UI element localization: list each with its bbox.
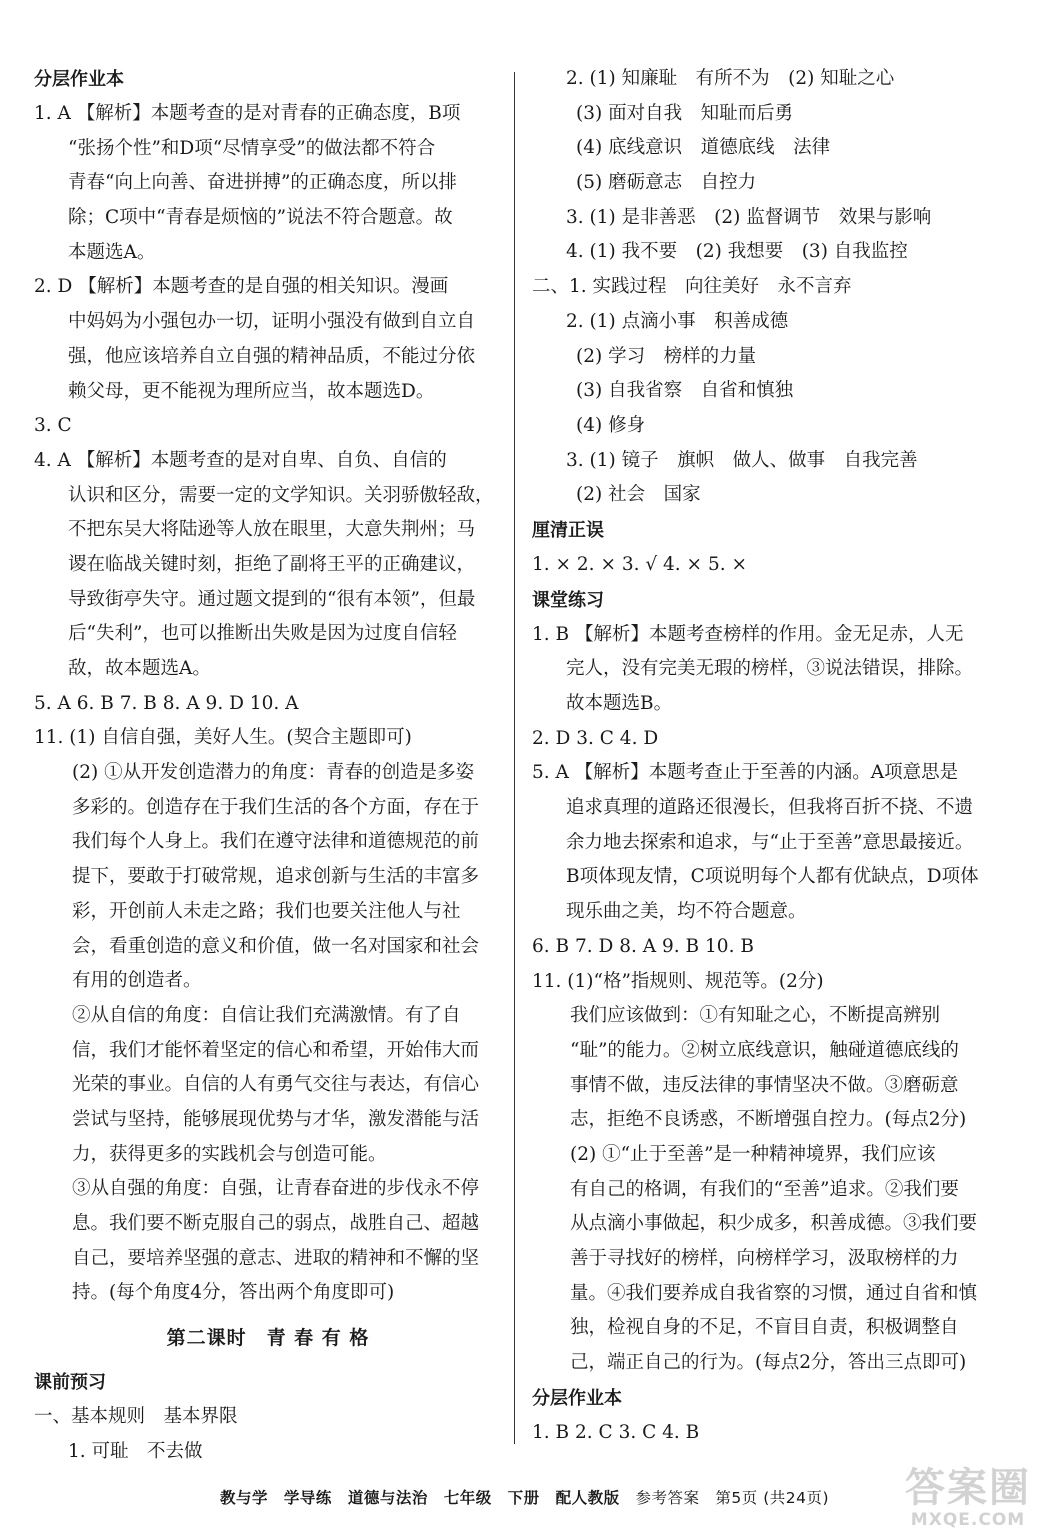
text-line: 敌，故本题选A。 <box>68 658 211 679</box>
text-line: 我们每个人身上。我们在遵守法律和道德规范的前 <box>72 831 480 853</box>
preview-answers <box>532 62 1010 513</box>
text-line: 2. (1) 知廉耻 有所不为 (2) 知耻之心 <box>566 68 895 89</box>
text-line: 信，我们才能怀着坚定的信心和希望，开始伟大而 <box>72 1039 480 1061</box>
true-false-answers: 1. × 2. × 3. √ 4. × 5. × <box>532 553 747 575</box>
text-line: 4. A 【解析】本题考查的是对自卑、自负、自信的 <box>34 449 447 471</box>
answer-q5-10: 5. A 6. B 7. B 8. A 9. D 10. A <box>34 692 299 714</box>
right-column <box>532 62 1010 1450</box>
text-line: 提下，要敢于打破常规，追求创新与生活的丰富多 <box>72 866 480 888</box>
answer-q4 <box>34 444 502 687</box>
text-line: 4. (1) 我不要 (2) 我想要 (3) 自我监控 <box>566 241 908 263</box>
text-line: 认识和区分，需要一定的文学知识。关羽骄傲轻敌， <box>68 484 494 506</box>
text-line: 量。④我们要养成自我省察的习惯，通过自省和慎 <box>570 1282 978 1304</box>
text-line: 从点滴小事做起，积少成多，积善成德。③我们要 <box>570 1213 978 1235</box>
text-line: 1. A 【解析】本题考查的是对青春的正确态度，B项 <box>34 103 461 124</box>
left-column <box>34 62 502 1469</box>
section-heading: 分层作业本 <box>34 69 124 90</box>
text-line: “耻”的能力。②树立底线意识，触碰道德底线的 <box>570 1039 959 1061</box>
section-heading: 分层作业本 <box>532 1387 622 1409</box>
text-line: 后“失利”，也可以推断出失败是因为过度自信轻 <box>68 623 457 645</box>
text-line: 强，他应该培养自立自强的精神品质，不能过分依 <box>68 345 476 367</box>
text-line: 余力地去探索和追求，与“止于至善”意思最接近。 <box>566 831 974 853</box>
answer-q1 <box>34 97 502 270</box>
section-heading: 厘清正误 <box>532 519 604 541</box>
text-line: 谡在临战关键时刻，拒绝了副将王平的正确建议， <box>68 553 476 575</box>
class-answer-q11 <box>532 965 1010 1381</box>
text-line: B项体现友情，C项说明每个人都有优缺点，D项体 <box>566 866 979 888</box>
text-line: 11. (1) 自信自强，美好人生。(契合主题即可) <box>34 727 412 749</box>
text-line: 中妈妈为小强包办一切，证明小强没有做到自立自 <box>68 311 476 333</box>
column-divider <box>514 72 515 1444</box>
text-line: (2) 学习 榜样的力量 <box>576 345 757 367</box>
text-line: ②从自信的角度：自信让我们充满激情。有了自 <box>72 1004 461 1026</box>
text-line: ③从自强的角度：自强，让青春奋进的步伐永不停 <box>72 1178 480 1200</box>
answer-q11 <box>34 721 502 1311</box>
footer-volume: 下册 <box>507 1489 540 1507</box>
text-line: 会，看重创造的意义和价值，做一名对国家和社会 <box>72 935 480 957</box>
text-line: 一、基本规则 基本界限 <box>34 1406 238 1428</box>
text-line: 自己，要培养坚强的意志、进取的精神和不懈的坚 <box>72 1247 480 1269</box>
text-line: 尝试与坚持，能够展现优势与才华，激发潜能与活 <box>72 1108 480 1130</box>
page-footer <box>0 1486 1049 1508</box>
text-line: 彩，开创前人未走之路；我们也要关注他人与社 <box>72 900 461 922</box>
text-line: (5) 磨砺意志 自控力 <box>576 172 757 194</box>
class-answer-q2-4: 2. D 3. C 4. D <box>532 727 659 749</box>
text-line: (2) ①“止于至善”是一种精神境界，我们应该 <box>570 1143 936 1165</box>
text-line: 除；C项中“青春是烦恼的”说法不符合题意。故 <box>68 207 453 229</box>
text-line: 1. 可耻 不去做 <box>68 1440 203 1462</box>
text-line: (3) 面对自我 知耻而后勇 <box>576 102 794 124</box>
text-line: 本题选A。 <box>68 241 156 263</box>
text-line: 有用的创造者。 <box>72 970 202 992</box>
text-line: 1. B 【解析】本题考查榜样的作用。金无足赤，人无 <box>532 623 964 645</box>
class-answer-q6-10: 6. B 7. D 8. A 9. B 10. B <box>532 935 754 957</box>
section-heading: 课堂练习 <box>532 589 604 611</box>
text-line: 2. (1) 点滴小事 积善成德 <box>566 310 789 332</box>
text-line: (3) 自我省察 自省和慎独 <box>576 380 794 402</box>
text-line: 我们应该做到：①有知耻之心，不断提高辨别 <box>570 1005 941 1027</box>
text-line: 故本题选B。 <box>566 693 673 714</box>
text-line: 持。(每个角度4分，答出两个角度即可) <box>72 1282 395 1304</box>
answer-q2 <box>34 270 502 409</box>
footer-grade: 七年级 <box>443 1489 492 1507</box>
footer-series: 学导练 <box>283 1489 332 1507</box>
text-line: 事情不做，违反法律的事情坚决不做。③磨砺意 <box>570 1074 959 1096</box>
text-line: 己，端正自己的行为。(每点2分，答出三点即可) <box>570 1352 967 1374</box>
watermark-url: MXQE.COM <box>910 1510 1026 1530</box>
section-heading: 课前预习 <box>34 1372 106 1394</box>
text-line: 二、1. 实践过程 向往美好 永不言弃 <box>532 276 852 298</box>
text-line: (2) 社会 国家 <box>576 484 701 506</box>
class-answer-q1 <box>532 618 1010 722</box>
page-number: 第5页 (共24页) <box>715 1489 830 1507</box>
text-line: 独，检视自身的不足，不盲目自责，积极调整自 <box>570 1317 959 1339</box>
lesson-title: 第二课时 青 春 有 格 <box>166 1327 370 1350</box>
text-line: 现乐曲之美，均不符合题意。 <box>566 901 807 923</box>
answer-q3: 3. C <box>34 415 72 437</box>
text-line: 多彩的。创造存在于我们生活的各个方面，存在于 <box>72 796 480 818</box>
text-line: 2. D 【解析】本题考查的是自强的相关知识。漫画 <box>34 276 449 298</box>
footer-brand: 教与学 <box>219 1489 268 1507</box>
text-line: “张扬个性”和D项“尽情享受”的做法都不符合 <box>68 137 436 159</box>
text-line: 不把东吴大将陆逊等人放在眼里，大意失荆州；马 <box>68 519 476 541</box>
footer-edition: 配人教版 <box>555 1489 620 1507</box>
text-line: 导致街亭失守。通过题文提到的“很有本领”，但最 <box>68 588 476 610</box>
text-line: 赖父母，更不能视为理所应当，故本题选D。 <box>68 380 435 402</box>
text-line: 光荣的事业。自信的人有勇气交往与表达，有信心 <box>72 1074 480 1096</box>
text-line: 善于寻找好的榜样，向榜样学习，汲取榜样的力 <box>570 1248 959 1269</box>
text-line: 1. B 2. C 3. C 4. B <box>532 1421 700 1443</box>
text-line: 息。我们要不断克服自己的弱点，战胜自己、超越 <box>72 1213 480 1234</box>
text-line: 力，获得更多的实践机会与创造可能。 <box>72 1143 387 1165</box>
text-line: (2) ①从开发创造潜力的角度：青春的创造是多姿 <box>72 762 475 784</box>
footer-subject: 道德与法治 <box>347 1489 428 1507</box>
text-line: 3. (1) 镜子 旗帜 做人、做事 自我完善 <box>566 449 918 471</box>
text-line: 完人，没有完美无瑕的榜样，③说法错误，排除。 <box>566 658 974 680</box>
text-line: (4) 修身 <box>576 414 646 436</box>
text-line: 5. A 【解析】本题考查止于至善的内涵。A项意思是 <box>532 762 959 784</box>
text-line: 青春“向上向善、奋进拼搏”的正确态度，所以排 <box>68 172 457 194</box>
text-line: 11. (1)“格”指规则、规范等。(2分) <box>532 970 824 992</box>
text-line: 志，拒绝不良诱惑，不断增强自控力。(每点2分) <box>570 1109 967 1131</box>
text-line: 3. (1) 是非善恶 (2) 监督调节 效果与影响 <box>566 206 932 228</box>
watermark-logo <box>905 1466 1031 1530</box>
text-line: (4) 底线意识 道德底线 法律 <box>576 137 831 159</box>
footer-section: 参考答案 <box>635 1489 700 1507</box>
class-answer-q5 <box>532 756 1010 929</box>
watermark-text: 答案圈 <box>905 1465 1031 1511</box>
text-line: 有自己的格调，有我们的“至善”追求。②我们要 <box>570 1178 959 1200</box>
text-line: 追求真理的道路还很漫长，但我将百折不挠、不遗 <box>566 797 974 819</box>
